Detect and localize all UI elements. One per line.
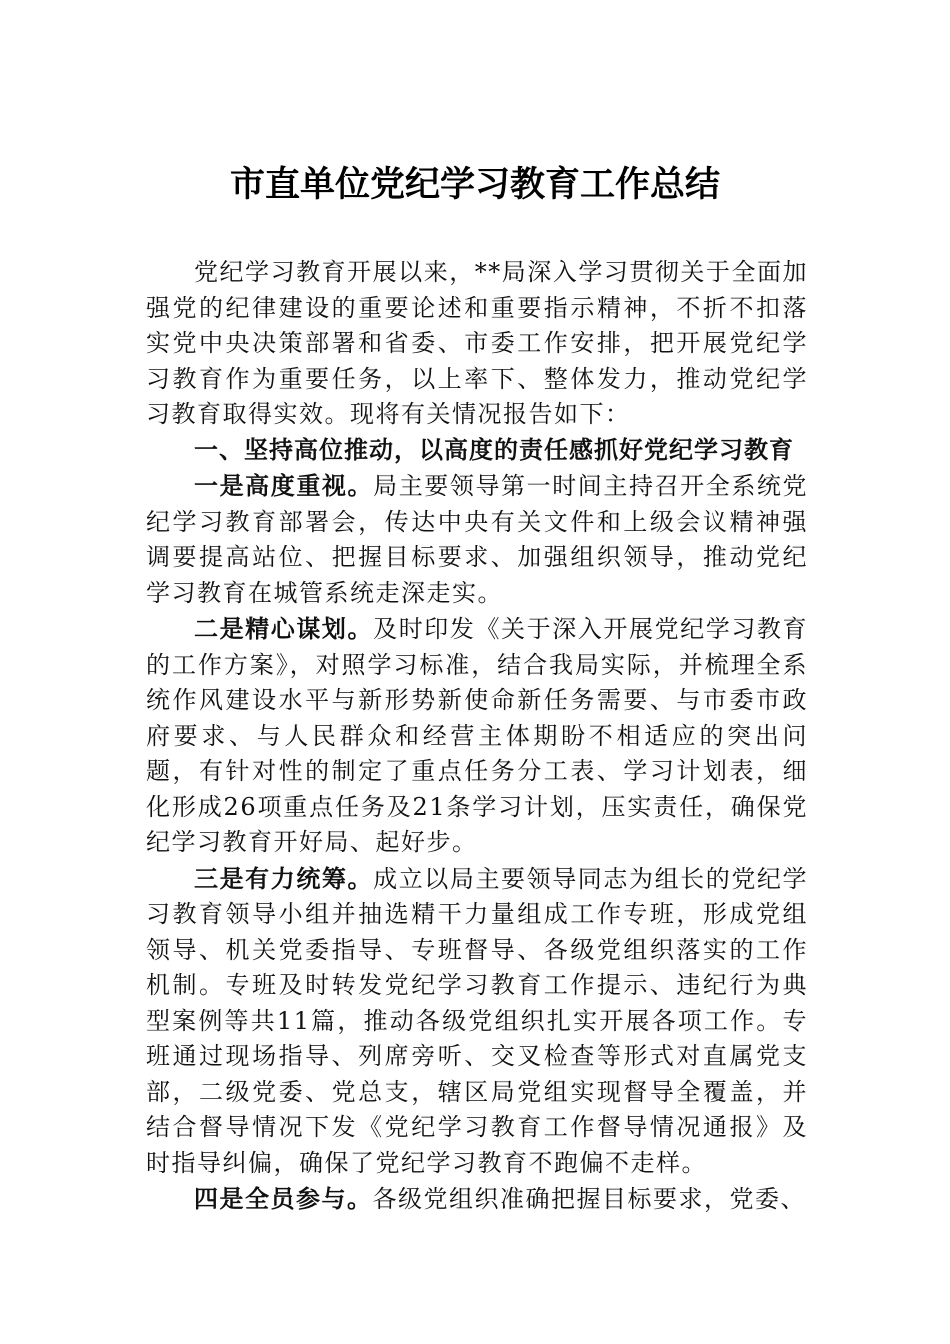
item-lead: 二是精心谋划。 [194, 614, 374, 643]
item-paragraph-1 [146, 468, 808, 611]
document-title: 市直单位党纪学习教育工作总结 [229, 164, 720, 205]
item-text: 及时印发《关于深入开展党纪学习教育的工作方案》，对照学习标准，结合我局实际，并梳理全系统作风建设水平与新形势新使命新任务需要、与市委市政府要求、与人民群众和经营主体期盼不相适应的突出问题，有针对性的制定了重点任务分工表、学习计划表，细化形成26项重点任务及21条学习计划，压实责任，确保党纪学习教育开好局、起好步。 [146, 615, 808, 856]
item-lead: 四是全员参与。 [194, 1184, 373, 1213]
item-paragraph-2 [146, 611, 808, 861]
item-text: 局主要领导第一时间主持召开全系统党纪学习教育部署会，传达中央有关文件和上级会议精神强调要提高站位、把握目标要求、加强组织领导，推动党纪学习教育在城管系统走深走实。 [146, 472, 808, 607]
item-paragraph-4 [146, 1181, 808, 1218]
intro-paragraph: 党纪学习教育开展以来，**局深入学习贯彻关于全面加强党的纪律建设的重要论述和重要指示精神，不折不扣落实党中央决策部署和省委、市委工作安排，把开展党纪学习教育作为重要任务，以上率下、整体发力，推动党纪学习教育取得实效。现将有关情况报告如下： [146, 258, 808, 428]
document-body [146, 255, 808, 1218]
section-heading-1: 一、坚持高位推动，以高度的责任感抓好党纪学习教育 [194, 435, 794, 464]
item-lead: 一是高度重视。 [194, 471, 374, 500]
item-lead: 三是有力统筹。 [194, 863, 374, 893]
item-text: 成立以局主要领导同志为组长的党纪学习教育领导小组并抽选精干力量组成工作专班，形成党组领导、机关党委指导、专班督导、各级党组织落实的工作机制。专班及时转发党纪学习教育工作提示、违纪行为典型案例等共11篇，推动各级党组织扎实开展各项工作。专班通过现场指导、列席旁听、交叉检查等形式对直属党支部，二级党委、党总支，辖区局党组实现督导全覆盖，并结合督导情况下发《党纪学习教育工作督导情况通报》及时指导纠偏，确保了党纪学习教育不跑偏不走样。 [146, 864, 808, 1177]
item-paragraph-3 [146, 861, 808, 1182]
item-text: 各级党组织准确把握目标要求，党委、 [372, 1185, 806, 1213]
